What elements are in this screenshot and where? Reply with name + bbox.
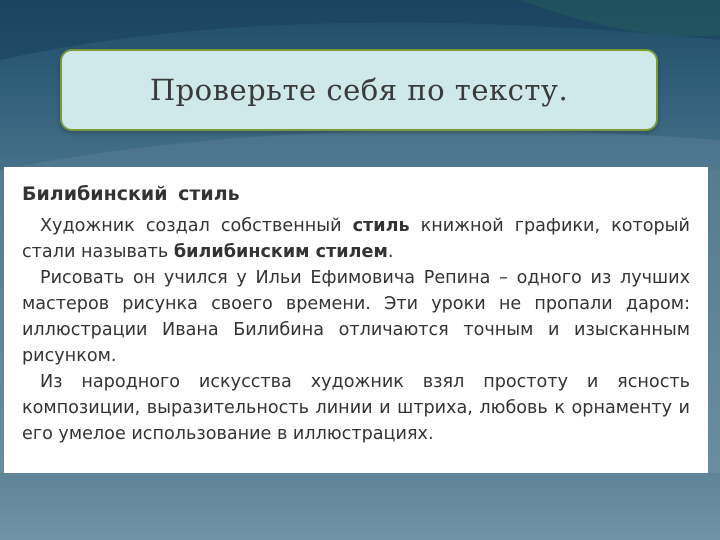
slide-title: Проверьте себя по тексту. xyxy=(149,73,569,107)
p1-text-b: книжной графики, который стали называть xyxy=(22,216,690,262)
p1-text-a: Художник создал собственный xyxy=(40,216,353,236)
textbook-excerpt xyxy=(4,167,708,473)
paragraph-2: Рисовать он учился у Ильи Ефимовича Репина – одного из лучших мастеров рисунка своего времени. Эти уроки не пропали даром: иллюстрации Ивана Билибина отличаются точным и изысканным рисунком. xyxy=(22,268,690,366)
title-box xyxy=(60,49,658,131)
footer-background xyxy=(0,473,720,540)
p1-bold-bilibin-style: билибинским стилем xyxy=(173,242,388,262)
paragraph-1 xyxy=(22,213,690,265)
p1-bold-style: стиль xyxy=(352,216,410,236)
paragraph-3: Из народного искусства художник взял простоту и ясность композиции, выразительность линии и штриха, любовь к орнаменту и его умелое использование в иллюстрациях. xyxy=(22,372,690,444)
excerpt-heading: Билибинский стиль xyxy=(22,183,240,205)
p1-text-c: . xyxy=(387,242,394,262)
